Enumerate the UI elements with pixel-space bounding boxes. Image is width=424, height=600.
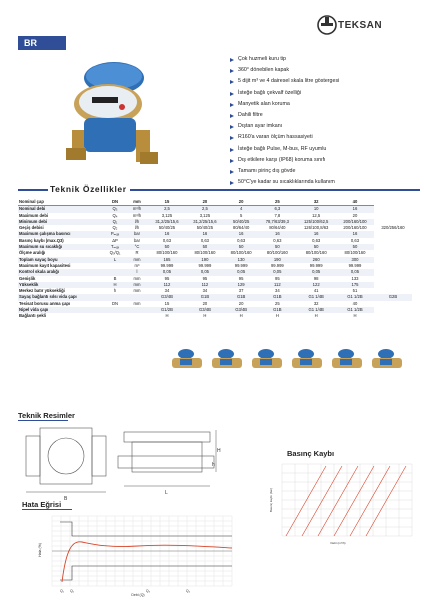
table-cell: G1 1/4B [296, 294, 336, 300]
table-header-cell: Nominal çap [18, 199, 104, 206]
table-cell: 112 [148, 282, 186, 288]
table-cell: 0,05 [148, 269, 186, 275]
table-cell: G1 1/2B [336, 294, 374, 300]
table-cell: h [113, 288, 117, 294]
section-rule [18, 189, 48, 191]
table-cell: 16 [224, 231, 258, 237]
table-cell: 0,05 [186, 269, 224, 275]
feature-text: 50°C'ye kadar su sıcaklıklarında kullanım [238, 179, 335, 186]
pressure-curve [318, 466, 358, 536]
table-cell: Maximum kayıt kapasitesi [19, 262, 71, 268]
table-cell: Merkez batır yüksekliği [19, 288, 65, 294]
feature-text: R160'a varan ölçüm hassasiyeti [238, 134, 313, 141]
bullet-arrow-icon [230, 125, 234, 129]
table-header-cell: DN [104, 199, 126, 206]
pressure-curve [350, 466, 390, 536]
table-cell: G1/2B [148, 307, 186, 313]
pressure-loss-title: Basınç Kaybı [287, 449, 335, 458]
table-cell: 0,05 [258, 269, 296, 275]
bullet-arrow-icon [230, 114, 234, 118]
table-header-row [18, 199, 412, 206]
x-tick-label: Q₂ [69, 589, 75, 593]
table-cell: 3,125 [199, 212, 211, 218]
table-cell: 0,63 [237, 237, 246, 243]
brand-name: TEKSAN [338, 20, 383, 31]
pressure-curve [334, 466, 374, 536]
table-cell: 0,05 [336, 269, 374, 275]
table-cell: mm [126, 282, 148, 288]
table-cell: 300 [336, 257, 374, 263]
table-cell: 95 [238, 275, 244, 281]
x-tick-label: Q₃ [145, 589, 151, 593]
table-cell: G1B [258, 294, 296, 300]
meter-thumbnail-lid [258, 349, 274, 359]
error-xlabel: Debi (Q) [131, 593, 145, 597]
table-cell: 50/40/25 [158, 225, 176, 231]
table-cell: 16 [148, 231, 186, 237]
feature-list [230, 54, 420, 188]
feature-text: Çok huzmeli kuru tip [238, 56, 286, 62]
teksan-logo-icon [316, 14, 338, 36]
table-cell: H [314, 313, 318, 319]
bullet-arrow-icon [230, 136, 234, 140]
table-cell: Genişlik [19, 275, 36, 281]
table-cell: m³ [134, 262, 140, 268]
table-cell: 3,125 [161, 212, 173, 218]
table-cell: 80/64/40 [232, 225, 250, 231]
feature-text: Dahili filtre [238, 111, 263, 118]
table-cell: Toplam sayaç boyu [18, 257, 104, 263]
table-cell: mm [126, 257, 148, 263]
error-curve-chart [38, 510, 238, 598]
table-cell: H [165, 313, 169, 319]
table-cell: ΔP [112, 237, 118, 243]
table-cell: B [113, 275, 117, 281]
table-cell: Maximum su sıcaklığı [18, 244, 104, 250]
feature-item [230, 65, 420, 76]
meter-thumbnail-register [180, 359, 192, 365]
table-cell: 99.999 [198, 262, 212, 268]
table-cell: 80/100/160 [305, 250, 327, 256]
table-cell: 50 [336, 244, 374, 250]
table-header-cell: 20 [224, 199, 258, 206]
table-cell: l [126, 269, 148, 275]
table-cell: 40 [352, 300, 358, 306]
table-header-cell: 40 [336, 199, 374, 206]
table-cell: 126/100,8/63 [303, 225, 329, 231]
table-cell: H [353, 313, 357, 319]
table-cell: 50 [186, 244, 224, 250]
table-cell: 31,2/25/15,6 [148, 219, 186, 225]
bullet-arrow-icon [230, 148, 234, 152]
table-cell: 98 [313, 275, 319, 281]
section-rule [130, 189, 420, 191]
pressure-xlabel: Debi (m³/h) [330, 541, 346, 545]
feature-item [230, 132, 420, 143]
feature-item [230, 76, 420, 87]
table-cell: 34 [275, 288, 280, 294]
table-cell: 16 [186, 231, 224, 237]
feature-item [230, 54, 420, 65]
table-cell: 20 [352, 212, 358, 218]
table-cell: 50/40/25 [224, 219, 258, 225]
table-cell: 2,5 [148, 206, 186, 213]
feature-item [230, 155, 420, 166]
table-cell: 50 [148, 244, 186, 250]
table-cell: 99.999 [160, 262, 174, 268]
table-cell: 6,3 [258, 206, 296, 213]
table-cell: Q₃/Q₁ [109, 250, 121, 256]
x-tick-label: Q₄ [185, 589, 191, 593]
table-cell: Q₃ [104, 206, 126, 213]
meter-thumbnail-lid [218, 349, 234, 359]
table-cell: 37 [238, 288, 244, 294]
feature-text: İsteğe bağlı çekvalf özelliği [238, 89, 302, 96]
table-cell [104, 313, 126, 319]
table-cell [126, 313, 148, 319]
error-curve-title: Hata Eğrisi [22, 500, 62, 509]
table-cell: 20 [202, 300, 208, 306]
bullet-arrow-icon [230, 170, 234, 174]
dim-label-H: H [217, 448, 221, 454]
table-cell: 12,5 [312, 212, 321, 218]
bullet-arrow-icon [230, 159, 234, 163]
feature-item [230, 144, 420, 155]
table-cell: 129 [224, 282, 258, 288]
table-cell: Yükseklik [18, 282, 104, 288]
series-tag: BR [18, 36, 66, 50]
table-cell: l/h [126, 219, 148, 225]
bullet-arrow-icon [230, 80, 234, 84]
meter-thumbnail-register [380, 359, 392, 365]
pressure-ylabel: Basınç kaybı (bar) [269, 487, 273, 513]
bullet-arrow-icon [230, 92, 234, 96]
table-cell: G1 1/2B [336, 307, 374, 313]
meter-thumbnail-lid [298, 349, 314, 359]
table-header-cell: 25 [258, 199, 296, 206]
table-cell: 99.999 [234, 262, 248, 268]
table-cell: 50 [224, 244, 258, 250]
table-cell: 4 [224, 206, 258, 213]
table-cell: 0,63 [200, 237, 209, 243]
table-cell: bar [126, 231, 148, 237]
feature-item [230, 110, 420, 121]
table-cell: 15 [164, 300, 170, 306]
table-cell: mm [133, 288, 141, 294]
dim-label-L: L [165, 490, 168, 496]
table-cell: 16 [336, 231, 374, 237]
table-cell: 0,63 [350, 237, 360, 243]
table-cell: Minimum debi [18, 219, 104, 225]
table-cell: 175 [336, 282, 374, 288]
table-cell: L [104, 257, 126, 263]
table-cell: 31,2/25/15,6 [186, 219, 224, 225]
table-cell: Kontrol skala aralığı [18, 269, 104, 275]
table-cell: Pₘₐₓ [104, 231, 126, 237]
meter-thumbnail-register [260, 359, 272, 365]
mpe-lower-limit [60, 566, 232, 580]
bullet-arrow-icon [230, 69, 234, 73]
table-cell: 112 [186, 282, 224, 288]
table-cell: 190 [186, 257, 224, 263]
table-cell: 16 [336, 206, 374, 213]
table-cell: 80/100/160 [156, 250, 178, 256]
table-cell: 80/100/160 [344, 250, 366, 256]
table-cell: G3/4B [148, 294, 186, 300]
dim-label-B: B [64, 496, 68, 502]
table-cell: G3/4B [224, 307, 258, 313]
table-cell: Basınç kaybı (max.Q3) [19, 237, 64, 243]
table-cell: Tₘₐₓ [104, 244, 126, 250]
feature-item [230, 88, 420, 99]
table-cell: Q₄ [112, 212, 118, 218]
table-cell: DN [111, 300, 119, 306]
feature-text: Tamamı pirinç dış gövde [238, 167, 296, 174]
table-header-cell: 32 [296, 199, 336, 206]
tech-specs-title: Teknik Özellikler [50, 184, 127, 194]
table-cell: °C [126, 244, 148, 250]
feature-text: 360° dönebilen kapak [238, 67, 290, 74]
feature-text: 5 dijit m³ ve 4 dairesel skala litre göstergesi [238, 78, 340, 85]
table-cell: 165 [148, 257, 186, 263]
table-cell: 260 [296, 257, 336, 263]
table-cell: 7,8 [274, 212, 281, 218]
dim-label-h: h [212, 462, 215, 468]
meter-thumbnail-register [300, 359, 312, 365]
table-cell: G3/4B [186, 307, 224, 313]
technical-drawing [20, 422, 220, 504]
table-cell: Bağlantı şekli [19, 313, 46, 319]
table-cell: Q₂ [112, 225, 118, 231]
table-cell: 122 [296, 282, 336, 288]
feature-item [230, 177, 420, 188]
table-header-cell: 20 [186, 199, 224, 206]
table-cell: Nipel vida çapı [18, 307, 104, 313]
table-cell: Sayaç bağlantı sılsı vida çapı [18, 294, 104, 300]
bullet-arrow-icon [230, 58, 234, 62]
table-cell: 80/100/160 [266, 250, 288, 256]
meter-variants-row [168, 345, 418, 375]
table-cell: 78,7/63/39,3 [258, 219, 296, 225]
table-cell: mm [133, 275, 141, 281]
meter-thumbnail-lid [178, 349, 194, 359]
table-cell: 50 [258, 244, 296, 250]
pressure-curve [286, 466, 326, 536]
table-cell: Maximum çalışma basıncı [18, 231, 104, 237]
table-cell: 0,05 [224, 269, 258, 275]
table-cell: 95 [202, 275, 208, 281]
table-cell: 80/100/160 [194, 250, 216, 256]
section-rule [18, 420, 68, 421]
meter-thumbnail-register [340, 359, 352, 365]
table-cell: G1B [224, 294, 258, 300]
table-cell: 190 [258, 257, 296, 263]
table-header-cell: mm [126, 199, 148, 206]
table-cell: 16 [258, 231, 296, 237]
table-cell: R [135, 250, 139, 256]
table-cell: 130 [224, 257, 258, 263]
pressure-loss-chart [268, 460, 418, 546]
mpe-upper-limit [60, 522, 232, 536]
table-header-cell: 15 [148, 199, 186, 206]
table-cell: G2B [374, 294, 412, 300]
table-cell: G1B [186, 294, 224, 300]
table-cell: 34 [202, 288, 208, 294]
table-cell: m³/h [132, 212, 142, 218]
table-cell: G1B [258, 307, 296, 313]
table-cell: 41 [313, 288, 319, 294]
feature-text: Manyetik alan koruma [238, 100, 290, 107]
table-cell: mm [133, 300, 141, 306]
table-cell: 80/64/40 [269, 225, 286, 231]
table-cell: 5 [239, 212, 243, 218]
table-cell: H [203, 313, 207, 319]
table-cell: 50 [296, 244, 336, 250]
table-cell: Maximum debi [19, 212, 49, 218]
table-cell: 32 [313, 300, 319, 306]
table-cell: 50/40/25 [196, 225, 214, 231]
table-cell: Q₁ [104, 219, 126, 225]
table-cell: 20 [238, 300, 244, 306]
table-cell: l/h [134, 225, 140, 231]
feature-text: Dış etkilere karşı (IP68) koruma sınıfı [238, 156, 326, 163]
meter-thumbnail-lid [338, 349, 354, 359]
feature-text: İsteğe bağlı Pulse, M-bus, RF uyumlu [238, 145, 327, 152]
table-cell: 51 [352, 288, 358, 294]
water-meter-photo [62, 52, 160, 180]
table-cell: 99.999 [348, 262, 362, 268]
table-cell: 95 [164, 275, 170, 281]
table-cell: 0,63 [312, 237, 321, 243]
table-cell: 80/100/160 [230, 250, 252, 256]
table-cell: Tesisat borusu anma çapı [19, 300, 71, 306]
table-cell: 0,63 [162, 237, 172, 243]
meter-thumbnail-register [220, 359, 232, 365]
table-cell: 112 [258, 282, 296, 288]
table-cell: Ölçme aralığı [19, 250, 46, 256]
table-cell: 200/160/100 [343, 225, 367, 231]
table-cell: H [104, 282, 126, 288]
table-cell: 320/256/160 [381, 225, 405, 231]
table-cell: 99.999 [270, 262, 284, 268]
table-cell: bar [133, 237, 141, 243]
table-cell: m³/h [126, 206, 148, 213]
bullet-arrow-icon [230, 103, 234, 107]
table-cell: H [275, 313, 279, 319]
feature-item [230, 99, 420, 110]
table-cell: 133 [351, 275, 359, 281]
bullet-arrow-icon [230, 181, 234, 185]
table-cell: 16 [296, 231, 336, 237]
table-cell: 99.999 [309, 262, 323, 268]
spec-table [18, 199, 412, 320]
table-row [18, 206, 412, 213]
table-row [18, 313, 412, 319]
table-cell: 200/160/100 [336, 219, 374, 225]
table-cell: 95 [275, 275, 280, 281]
brand-logo [316, 14, 406, 38]
table-cell: Geçiş debisi [19, 225, 44, 231]
meter-thumbnail-lid [378, 349, 394, 359]
feature-text: Dıştan ayar imkanı [238, 123, 283, 130]
table-cell: 0,63 [273, 237, 282, 243]
table-cell: H [239, 313, 243, 319]
table-cell: 34 [164, 288, 170, 294]
table-cell: 2,5 [186, 206, 224, 213]
error-ylabel: Hata (%) [38, 543, 42, 557]
feature-item [230, 121, 420, 132]
table-cell: 25 [275, 300, 280, 306]
table-cell: 10 [296, 206, 336, 213]
drawings-title: Teknik Resimler [18, 411, 75, 420]
table-cell: Nominal debi [18, 206, 104, 213]
feature-item [230, 166, 420, 177]
table-cell: G1 1/4B [296, 307, 336, 313]
x-tick-label: Q₁ [60, 589, 64, 593]
table-cell: 125/100/62,5 [296, 219, 336, 225]
table-cell: 0,05 [296, 269, 336, 275]
